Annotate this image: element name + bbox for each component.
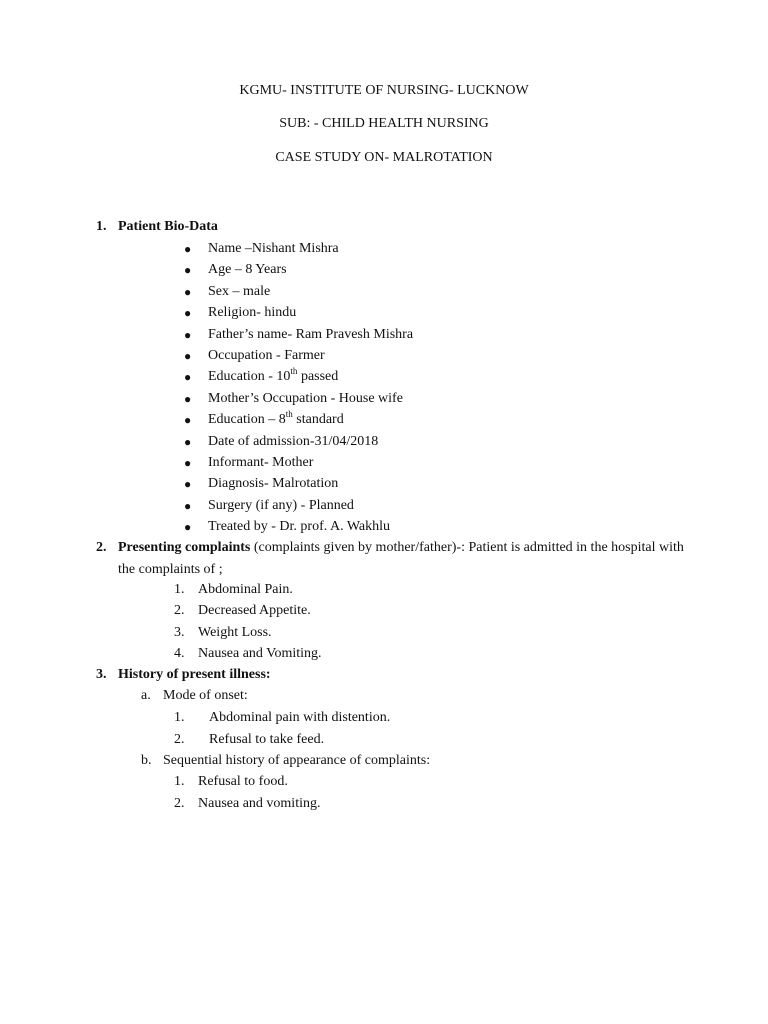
subsection-b-letter: b. [141,753,152,768]
sequence-number: 2. [174,796,185,811]
bio-data-item: Informant- Mother [208,455,314,470]
bio-data-item [208,411,344,429]
bullet-icon: ● [184,349,192,363]
sequence-number: 1. [174,774,185,789]
bio-data-item: Father’s name- Ram Pravesh Mishra [208,327,414,342]
bullet-icon: ● [184,456,192,470]
complaint-number: 4. [174,646,185,661]
bio-data-item: Occupation - Farmer [208,348,325,363]
bio-data-item: Sex – male [208,284,271,299]
bullet-icon: ● [184,242,192,256]
onset-item: Abdominal pain with distention. [209,710,391,725]
bio-data-item: Mother’s Occupation - House wife [208,391,403,406]
complaint-item: Decreased Appetite. [198,603,311,618]
bullet-icon: ● [184,306,192,320]
complaint-number: 3. [174,625,185,640]
case-study-heading: CASE STUDY ON- MALROTATION [275,150,493,165]
section-1-title: Patient Bio-Data [118,219,218,234]
bio-data-item [208,368,338,386]
section-2-number: 2. [96,540,107,555]
bio-data-item: Age – 8 Years [208,262,287,277]
bullet-icon: ● [184,413,192,427]
institute-heading: KGMU- INSTITUTE OF NURSING- LUCKNOW [239,83,529,98]
bio-data-item: Surgery (if any) - Planned [208,498,354,513]
bio-data-item: Date of admission-31/04/2018 [208,434,379,449]
complaint-item: Abdominal Pain. [198,582,293,597]
subject-heading: SUB: - CHILD HEALTH NURSING [279,116,489,131]
complaint-item: Nausea and Vomiting. [198,646,322,661]
bullet-icon: ● [184,477,192,491]
complaint-number: 2. [174,603,185,618]
section-2-intro-cont: the complaints of ; [118,562,223,577]
section-2-title: Presenting complaints [118,540,251,555]
onset-number: 2. [174,732,185,747]
subsection-b-label: Sequential history of appearance of complaints: [163,753,431,768]
bio-data-item-text: passed [297,369,339,384]
bullet-icon: ● [184,328,192,342]
section-2-heading [118,539,684,557]
bullet-icon: ● [184,285,192,299]
complaint-number: 1. [174,582,185,597]
onset-number: 1. [174,710,185,725]
ordinal-suffix: th [290,366,298,376]
bio-data-item-text: Education - 10 [208,369,291,384]
bullet-icon: ● [184,263,192,277]
onset-item: Refusal to take feed. [209,732,325,747]
subsection-a-letter: a. [141,688,151,703]
bio-data-item: Diagnosis- Malrotation [208,476,339,491]
bio-data-item: Religion- hindu [208,305,297,320]
bullet-icon: ● [184,435,192,449]
section-3-title: History of present illness: [118,667,271,682]
section-1-number: 1. [96,219,107,234]
bullet-icon: ● [184,392,192,406]
bullet-icon: ● [184,499,192,513]
sequence-item: Refusal to food. [198,774,288,789]
bio-data-item: Treated by - Dr. prof. A. Wakhlu [208,519,391,534]
bio-data-item-text: standard [292,412,344,427]
bio-data-item-text: Education – 8 [208,412,286,427]
bullet-icon: ● [184,370,192,384]
bullet-icon: ● [184,520,192,534]
complaint-item: Weight Loss. [198,625,272,640]
sequence-item: Nausea and vomiting. [198,796,321,811]
bio-data-item: Name –Nishant Mishra [208,241,339,256]
section-3-number: 3. [96,667,107,682]
ordinal-suffix: th [285,409,293,419]
subsection-a-label: Mode of onset: [163,688,248,703]
section-2-intro: (complaints given by mother/father)-: Patient is admitted in the hospital with [250,540,684,555]
